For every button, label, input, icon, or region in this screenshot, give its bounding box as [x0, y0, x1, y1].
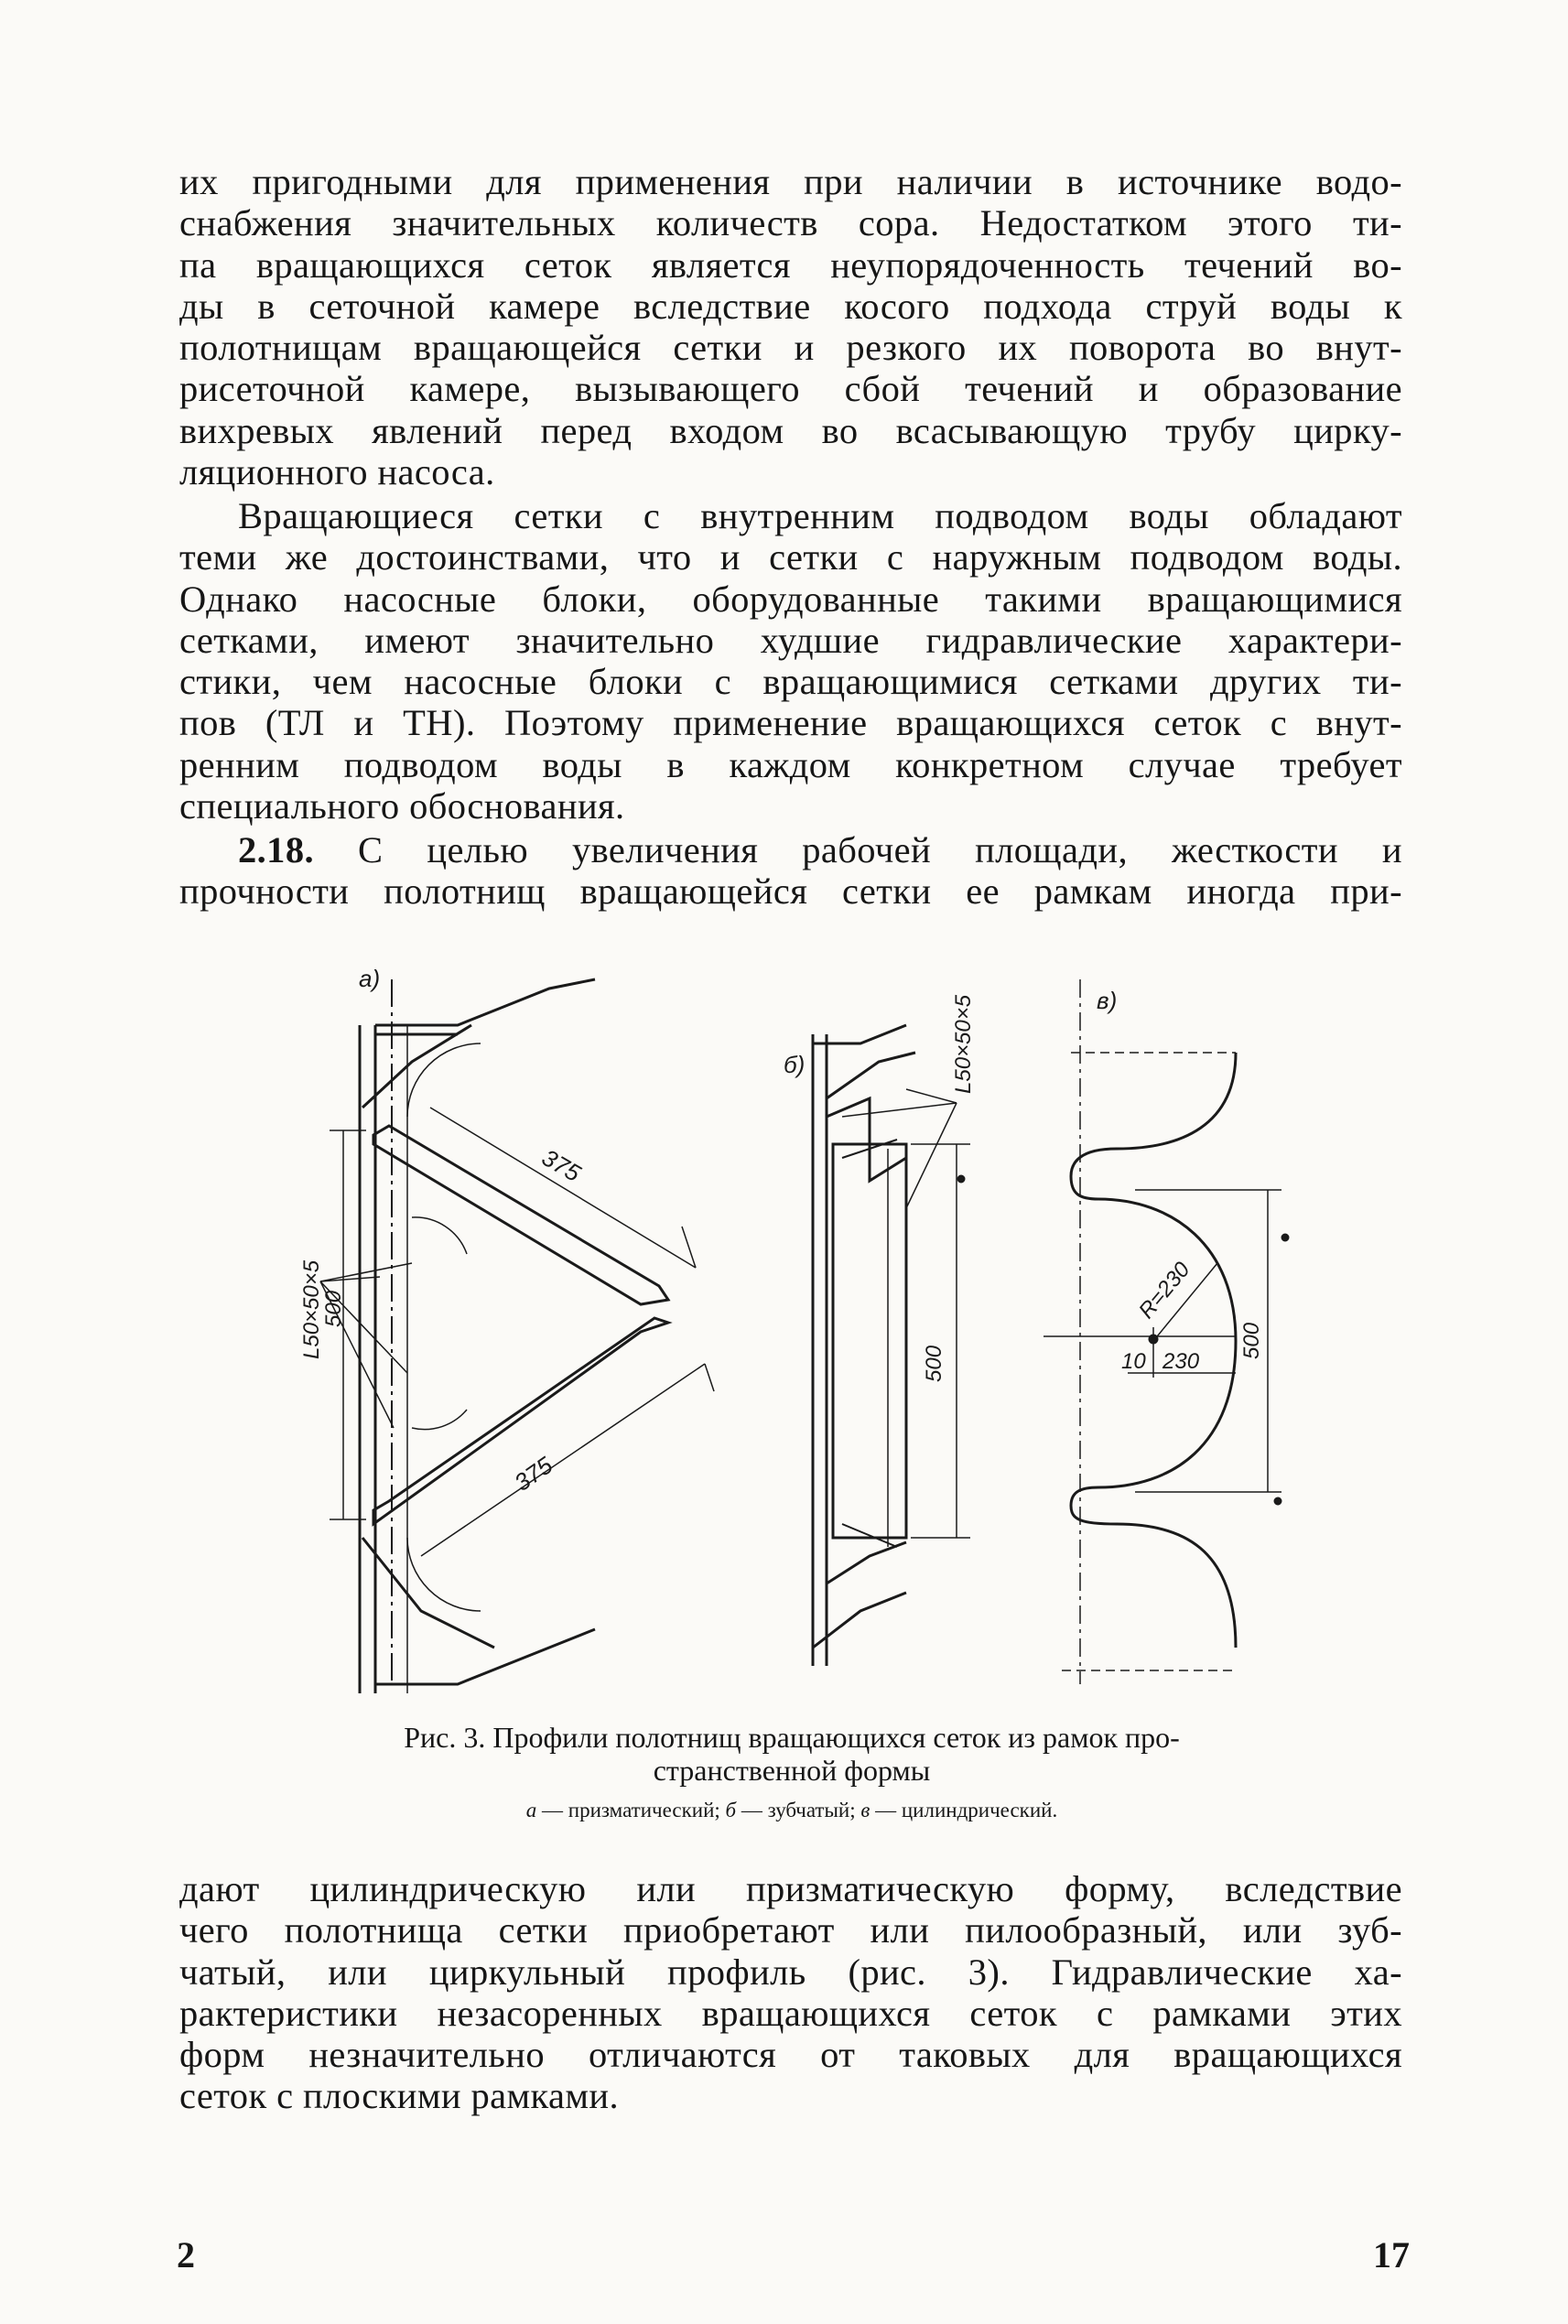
- text-line: дают цилиндрическую или призматическую форму, вследствие: [179, 1868, 1402, 1909]
- text-line: их пригодными для применения при наличии в источнике водо-: [179, 161, 1402, 202]
- text-line: сетками, имеют значительно худшие гидравлические характери-: [179, 619, 1402, 661]
- caption-line: странственной формы: [653, 1754, 931, 1787]
- text-line: рисеточной камере, вызывающего сбой течений и образование: [179, 368, 1402, 410]
- paragraph-4: [179, 1868, 1402, 2117]
- label-b: б): [784, 1051, 806, 1078]
- legend-text-b: — зубчатый;: [736, 1799, 861, 1821]
- text-line: ляционного насоса.: [179, 451, 495, 493]
- dim-375-top: 375: [537, 1143, 586, 1187]
- dim-500-v: 500: [1239, 1322, 1264, 1359]
- paragraph-1: [179, 161, 1402, 492]
- printer-signature: 2: [177, 2234, 195, 2275]
- text-line: чатый, или циркульный профиль (рис. 3). Гидравлические ха-: [179, 1951, 1402, 1993]
- text-line: па вращающихся сеток является неупорядоченность течений во-: [179, 243, 1402, 286]
- text-line: Однако насосные блоки, оборудованные такими вращающимися: [179, 578, 1402, 620]
- text-line: стики, чем насосные блоки с вращающимися сетками других ти-: [179, 661, 1402, 703]
- figure-caption: [238, 1721, 1346, 1787]
- text-line: вихревых явлений перед входом во всасывающую трубу цирку-: [179, 409, 1402, 451]
- text-line: сеток с плоскими рамками.: [179, 2075, 619, 2117]
- figure-a-prismatic: [320, 979, 714, 1693]
- paragraph-3: [179, 829, 1402, 913]
- dim-500-b: 500: [922, 1345, 946, 1382]
- section-text: С целью увеличения рабочей площади, жесткости и: [314, 829, 1402, 870]
- legend-text-a: — призматический;: [536, 1799, 726, 1821]
- legend-key-b: б: [725, 1799, 737, 1821]
- dim-500-a: 500: [321, 1290, 346, 1327]
- dim-10: 10: [1121, 1349, 1146, 1374]
- text-line: прочности полотнищ вращающейся сетки ее рамкам иногда при-: [179, 870, 1402, 913]
- text-line: пов (ТЛ и ТН). Поэтому применение вращающихся сеток с внут-: [179, 702, 1402, 744]
- text-line: специального обоснования.: [179, 785, 625, 827]
- section-number: 2.18.: [238, 829, 314, 870]
- text-line: снабжения значительных количеств сора. Недостатком этого ти-: [179, 202, 1402, 244]
- caption-line: Рис. 3. Профили полотнищ вращающихся сеток из рамок про-: [404, 1721, 1180, 1754]
- text-line: [179, 829, 1402, 870]
- text-line: рактеристики незасоренных вращающихся сеток с рамками этих: [179, 1992, 1402, 2034]
- angle-profile-a: L50×50×5: [299, 1259, 324, 1359]
- text-line: чего полотнища сетки приобретают или пилообразный, или зуб-: [179, 1909, 1402, 1951]
- radius-label: R=230: [1133, 1257, 1195, 1324]
- dim-230: 230: [1162, 1349, 1200, 1374]
- legend-text-v: — цилиндрический.: [870, 1799, 1058, 1821]
- figure-svg: [275, 952, 1300, 1712]
- figure-legend: [238, 1799, 1346, 1822]
- text-line: Вращающиеся сетки с внутренним подводом воды обладают: [238, 495, 1402, 536]
- figure-3-drawing: [275, 952, 1300, 1712]
- legend-key-v: в: [860, 1799, 871, 1821]
- text-line: ды в сеточной камере вследствие косого подхода струй воды к: [179, 285, 1402, 327]
- paragraph-2: [179, 495, 1402, 827]
- text-line: теми же достоинствами, что и сетки с наружным подводом воды.: [179, 536, 1402, 578]
- angle-profile-b: L50×50×5: [951, 994, 976, 1094]
- label-v: в): [1097, 987, 1118, 1014]
- figure-b-toothed: [813, 1025, 970, 1666]
- text-line: ренним подводом воды в каждом конкретном случае требует: [179, 743, 1402, 785]
- label-a: а): [359, 965, 381, 992]
- dim-375-bottom: 375: [509, 1451, 557, 1497]
- page-number: 17: [1373, 2234, 1410, 2275]
- legend-key-a: а: [525, 1799, 537, 1821]
- text-line: форм незначительно отличаются от таковых для вращающихся: [179, 2034, 1402, 2076]
- text-line: полотнищам вращающейся сетки и резкого их поворота во внут-: [179, 327, 1402, 369]
